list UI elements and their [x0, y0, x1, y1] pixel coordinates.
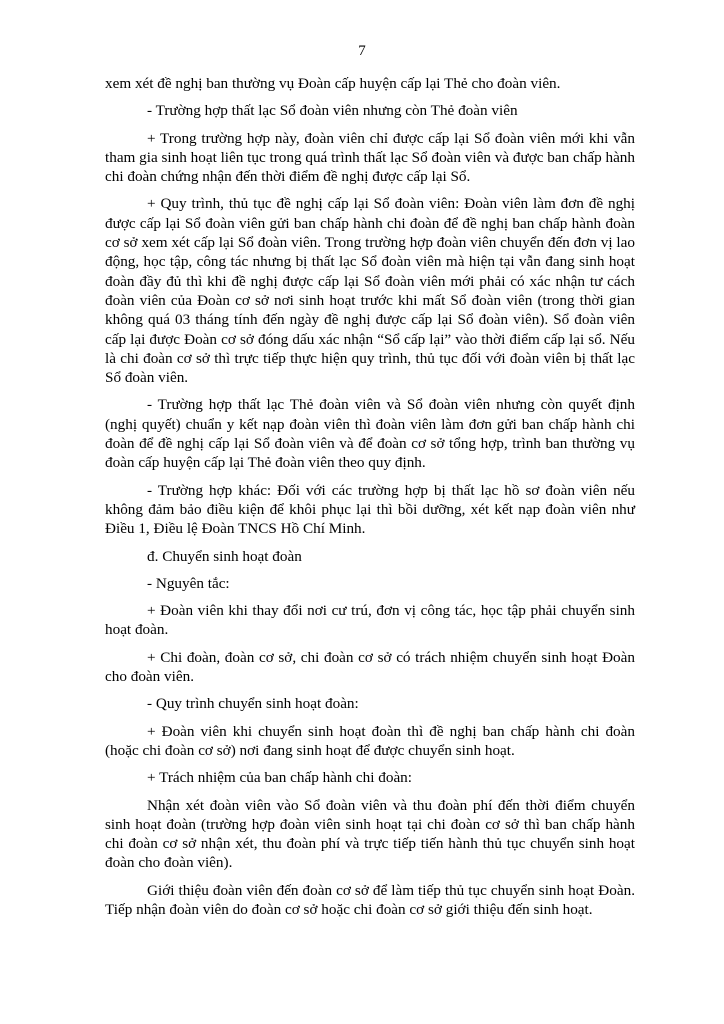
paragraph-principle-1: + Đoàn viên khi thay đổi nơi cư trú, đơn vị công tác, học tập phải chuyển sinh hoạt đoàn. — [105, 602, 635, 639]
paragraph-process-request: + Đoàn viên khi chuyển sinh hoạt đoàn thì đề nghị ban chấp hành chi đoàn (hoặc chi đoàn cơ sở) nơi đang sinh hoạt để được chuyển sinh hoạt. — [105, 722, 635, 759]
paragraph-process-heading: - Quy trình chuyển sinh hoạt đoàn: — [147, 695, 359, 713]
body-text — [105, 74, 635, 927]
paragraph-case-other: - Trường hợp khác: Đối với các trường hợp bị thất lạc hồ sơ đoàn viên nếu không đảm bảo điều kiện để khôi phục lại thì bồi dưỡng, xét kết nạp đoàn viên như Điều 1, Điều lệ Đoàn TNCS Hồ Chí Minh. — [105, 481, 635, 538]
paragraph-responsibility-review: Nhận xét đoàn viên vào Sổ đoàn viên và thu đoàn phí đến thời điểm chuyển sinh hoạt đoàn (trường hợp đoàn viên sinh hoạt tại chi đoàn cơ sở thì ban chấp hành chi đoàn cơ sở nhận xét, thu đoàn phí và trực tiếp tiến hành thủ tục chuyển sinh hoạt đoàn cho đoàn viên). — [105, 796, 635, 872]
paragraph-reissue-procedure: + Quy trình, thủ tục đề nghị cấp lại Sổ đoàn viên: Đoàn viên làm đơn đề nghị được cấp lại Sổ đoàn viên gửi ban chấp hành chi đoàn để đề nghị ban chấp hành đoàn cơ sở xem xét cấp lại Sổ đoàn viên. Trong trường hợp đoàn viên chuyển đến đơn vị lao động, học tập, công tác nhưng bị thất lạc Sổ đoàn viên mà hiện tại vẫn đang sinh hoạt đoàn đầy đủ thì khi đề nghị được cấp lại Sổ đoàn viên mới phải có xác nhận tư cách đoàn viên của Đoàn cơ sở nơi sinh hoạt trước khi mất Sổ đoàn viên (trong thời gian không quá 03 tháng tính đến ngày đề nghị được cấp lại Sổ đoàn viên). Sổ đoàn viên cấp lại được Đoàn cơ sở đóng dấu xác nhận “Sổ cấp lại” vào thời điểm cấp lại sổ. Nếu là chi đoàn cơ sở thì trực tiếp thực hiện quy trình, thủ tục đối với đoàn viên bị thất lạc Sổ đoàn viên. — [105, 195, 635, 387]
paragraph-principles-heading: - Nguyên tắc: — [147, 574, 230, 592]
paragraph-case-lost-card-and-book: - Trường hợp thất lạc Thẻ đoàn viên và Sổ đoàn viên nhưng còn quyết định (nghị quyết) chuẩn y kết nạp đoàn viên thì đoàn viên làm đơn gửi ban chấp hành chi đoàn để đề nghị cấp lại Sổ đoàn viên và để đoàn cơ sở tổng hợp, trình ban thường vụ đoàn cấp huyện cấp lại Thẻ đoàn viên theo quy định. — [105, 396, 635, 472]
paragraph-responsibility-heading: + Trách nhiệm của ban chấp hành chi đoàn: — [147, 769, 412, 787]
paragraph-responsibility-referral: Giới thiệu đoàn viên đến đoàn cơ sở để làm tiếp thủ tục chuyển sinh hoạt Đoàn. Tiếp nhận đoàn viên do đoàn cơ sở hoặc chi đoàn cơ sở giới thiệu đến sinh hoạt. — [105, 881, 635, 918]
section-heading-transfer: đ. Chuyển sinh hoạt đoàn — [147, 547, 302, 565]
paragraph-continuation: xem xét đề nghị ban thường vụ Đoàn cấp huyện cấp lại Thẻ cho đoàn viên. — [105, 75, 561, 92]
page-number: 7 — [358, 43, 366, 59]
paragraph-principle-2: + Chi đoàn, đoàn cơ sở, chi đoàn cơ sở có trách nhiệm chuyển sinh hoạt Đoàn cho đoàn viên. — [105, 648, 635, 686]
paragraph-case-lost-book-condition: + Trong trường hợp này, đoàn viên chỉ được cấp lại Sổ đoàn viên mới khi vẫn tham gia sinh hoạt liên tục trong quá trình thất lạc Sổ đoàn viên và được ban chấp hành chi đoàn chứng nhận đến thời điểm đề nghị được cấp lại Sổ. — [105, 129, 635, 186]
paragraph-case-lost-book: - Trường hợp thất lạc Sổ đoàn viên nhưng còn Thẻ đoàn viên — [147, 102, 518, 120]
